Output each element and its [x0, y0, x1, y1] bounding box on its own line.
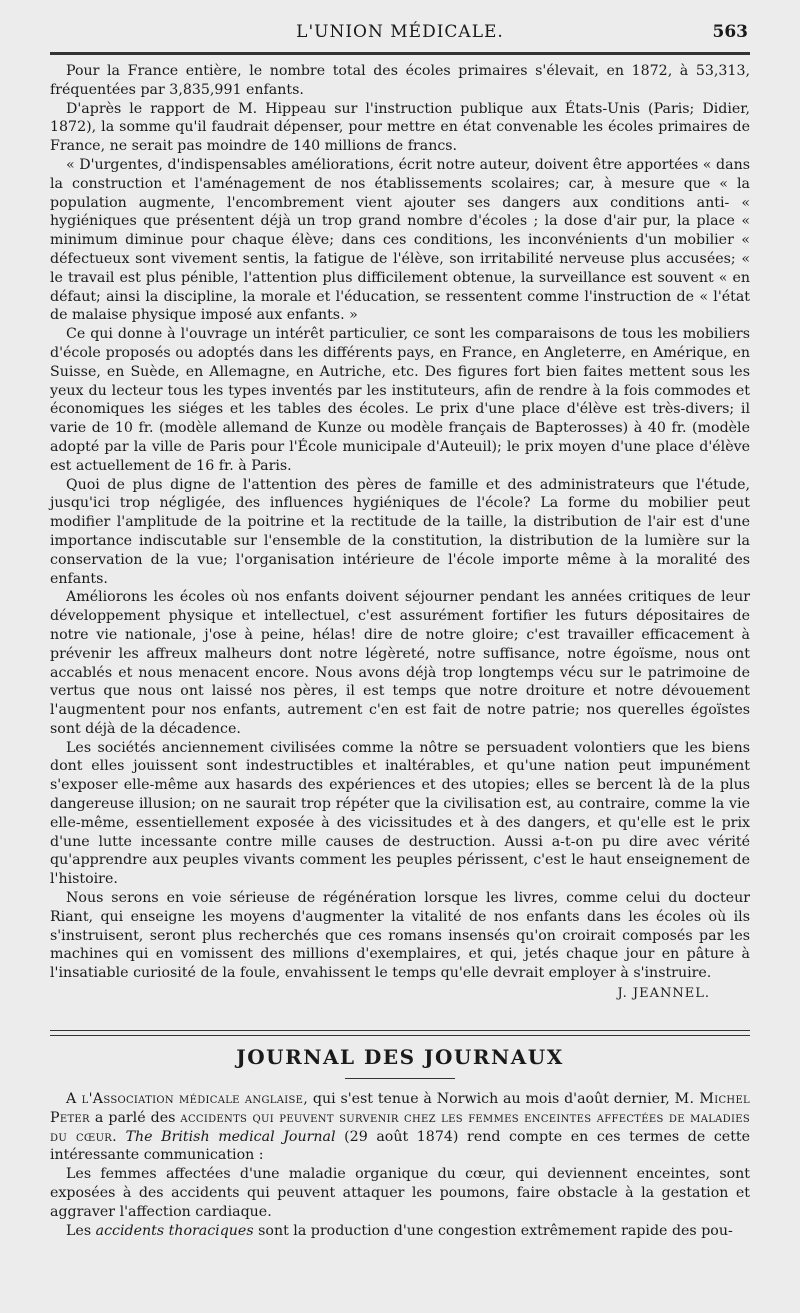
text-run: sont la production d'une congestion extrêmement rapide des pou- [253, 1222, 733, 1239]
author-name: M. Michel Peter [50, 1091, 750, 1126]
association-name: A l'Association médicale anglaise, [66, 1091, 309, 1107]
paragraph [50, 1090, 750, 1165]
article-body [50, 62, 750, 1004]
paragraph: Quoi de plus digne de l'attention des pères de famille et des administrateurs que l'étude, jusqu'ici trop négligée, des influences hygiéniques de l'école? La forme du mobilier peut modifier l'amplitude de la poitrine et la rectitude de la taille, la distribution de l'air est d'une importance indiscutable sur l'ensemble de la constitution, la distribution de la lumière sur la conservation de la vue; l'organisation intérieure de l'école importe même à la moralité des enfants. [50, 476, 750, 587]
title-underline [345, 1078, 455, 1079]
paragraph: D'après le rapport de M. Hippeau sur l'instruction publique aux États-Unis (Paris; Didier, 1872), la somme qu'il faudrait dépenser, pour mettre en état convenable les écoles primaires de France, ne serait pas moindre de 140 millions de francs. [50, 100, 750, 155]
paragraph: Les sociétés anciennement civilisées comme la nôtre se persuadent volontiers que les biens dont elles jouissent sont indestructibles et inaltérables, et qu'une nation peut impunément s'exposer elle-même aux hasards des expériences et des utopies; elles se bercent là de la plus dangereuse illusion; on ne saurait trop répéter que la civilisation est, au contraire, comme la vie elle-même, essentiellement exposée à des vicissitudes et à des dangers, et qu'elle est le prix d'une lutte incessante contre mille causes de destruction. Aussi a-t-on pu dire avec vérité qu'apprendre aux peuples vivants comment les peuples périssent, c'est le haut enseignement de l'histoire. [50, 739, 750, 888]
text-run: a parlé des [89, 1109, 181, 1126]
page-number: 563 [712, 22, 748, 42]
text-run: Les [66, 1222, 96, 1239]
source-journal: The British medical Journal [125, 1128, 336, 1145]
paragraph: Pour la France entière, le nombre total des écoles primaires s'élevait, en 1872, à 53,313, fréquentées par 3,835,991 enfants. [50, 63, 750, 98]
paragraph: Nous serons en voie sérieuse de régénération lorsque les livres, comme celui du docteur Riant, qui enseigne les moyens d'augmenter la vitalité de nos enfants dans les écoles où ils s'instruisent, seront plus recherchés que ces romans insensés qu'on croirait composés par les machines qui en vomissent des millions d'exemplaires, et qui, jetés chaque jour en pâture à l'insatiable curiosité de la foule, envahissent le temps qu'elle devrait employer à s'instruire. [50, 890, 750, 982]
section-title: JOURNAL DES JOURNAUX [236, 1045, 564, 1069]
section-divider [50, 1030, 750, 1036]
author-signature: J. JEANNEL. [617, 986, 710, 1002]
running-head [50, 20, 750, 50]
text-run: qui s'est tenue à Norwich au mois d'août dernier, [308, 1091, 675, 1107]
quoted-paragraph: « D'urgentes, d'indispensables améliorations, écrit notre auteur, doivent être apportées « dans la construction et l'aménagement de nos établissements scolaires; car, à mesure que « la population augmente, l'encombrement vient ajouter ses dangers aux conditions anti- « hygiéniques que présentent déjà un trop grand nombre d'écoles ; la dose d'air pur, la place « minimum diminue pour chaque élève; dans ces conditions, les inconvénients d'un mobilier « défectueux sont vivement sentis, la fatigue de l'élève, son irritabilité nerveuse plus accusées; « le travail est plus pénible, l'attention plus difficilement obtenue, la surveillance est souvent « en défaut; ainsi la discipline, la morale et l'éducation, se ressentent comme l'instruction de « l'état de malaise physique imposé aux enfants. » [50, 156, 750, 324]
paragraph: Ce qui donne à l'ouvrage un intérêt particulier, ce sont les comparaisons de tous les mobiliers d'école proposés ou adoptés dans les différents pays, en France, en Angleterre, en Amérique, en Suisse, en Suède, en Allemagne, en Autriche, etc. Des figures fort bien faites mettent sous les yeux du lecteur tous les types inventés par les instituteurs, afin de rendre à la fois commodes et économiques les siéges et les tables des écoles. Le prix d'une place d'élève est très-divers; il varie de 10 fr. (modèle allemand de Kunze ou modèle français de Bapterosses) à 40 fr. (modèle adopté par la ville de Paris pour l'École municipale d'Auteuil); le prix moyen d'une place d'élève est actuellement de 16 fr. à Paris. [50, 326, 750, 474]
text-run: (29 août 1874) rend compte en ces termes de cette intéressante communication : [50, 1128, 751, 1164]
text-run [117, 1129, 126, 1145]
communication-topic: accidents qui peuvent survenir chez les femmes enceintes affectées de maladies du cœur. [50, 1109, 750, 1145]
paragraph [50, 1222, 750, 1241]
journal-section-body [50, 1090, 750, 1240]
paragraph: Les femmes affectées d'une maladie organique du cœur, qui deviennent enceintes, sont exposées à des accidents qui peuvent attaquer les poumons, faire obstacle à la gestation et aggraver l'affection cardiaque. [50, 1166, 750, 1220]
journal-name: L'UNION MÉDICALE. [296, 22, 504, 42]
paragraph: Améliorons les écoles où nos enfants doivent séjourner pendant les années critiques de leur développement physique et intellectuel, c'est assurément fortifier les futurs dépositaires de notre vie nationale, j'ose à peine, hélas! dire de notre gloire; c'est travailler efficacement à prévenir les affreux malheurs dont notre légèreté, notre suffisance, notre égoïsme, nous ont accablés et nous menacent encore. Nous avons déjà trop longtemps vécu sur le patrimoine de vertus que nous ont laissé nos pères, il est temps que notre droiture et notre dévouement l'augmentent pour nos enfants, autrement c'en est fait de notre patrie; nos querelles égoïstes sont déjà de la décadence. [50, 589, 750, 737]
emphasis: accidents thoraciques [95, 1222, 254, 1239]
header-rule [50, 52, 750, 55]
